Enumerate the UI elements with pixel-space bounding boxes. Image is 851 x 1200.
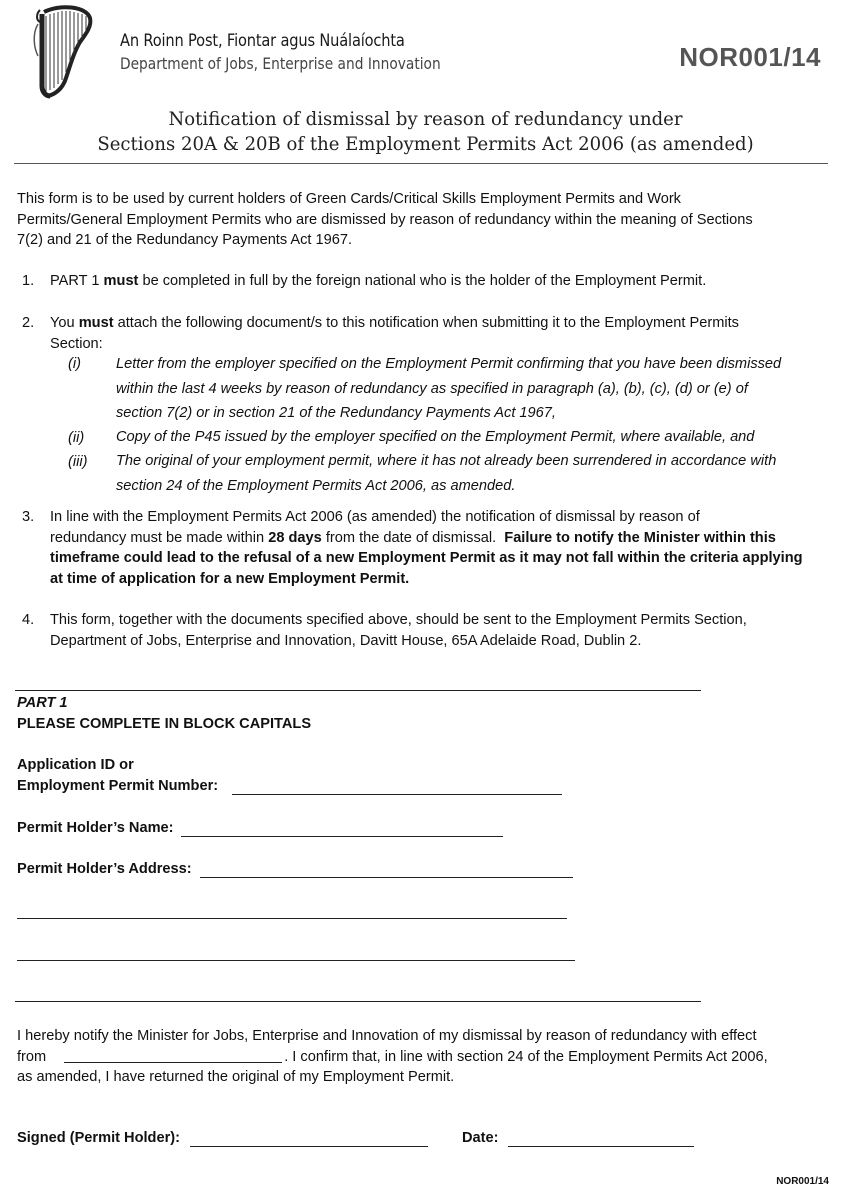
holder-address-field-2[interactable] (17, 918, 567, 919)
item-1-text-a: PART 1 (50, 273, 104, 289)
item-3-warning-c: at time of application for a new Employment Permit. (50, 571, 410, 588)
date-label: Date: (462, 1130, 499, 1146)
declaration-line-1: I hereby notify the Minister for Jobs, Enterprise and Innovation of my dismissal by reason of redundancy with effect (17, 1028, 757, 1044)
sub-item-number-ii: (ii) (68, 430, 85, 446)
sub-item-i (116, 352, 836, 426)
item-number-2: 2. (22, 315, 35, 331)
section-divider-2 (15, 1001, 701, 1002)
item-number-4: 4. (22, 612, 35, 628)
item-2-line-1 (50, 313, 835, 334)
department-name-english: Department of Jobs, Enterprise and Innovation (120, 54, 441, 73)
intro-line-3: 7(2) and 21 of the Redundancy Payments Act 1967. (17, 232, 353, 249)
item-3-line-1: In line with the Employment Permits Act 2006 (as amended) the notification of dismissal by reason of (50, 509, 700, 525)
effective-date-field[interactable] (64, 1062, 282, 1063)
intro-line-1: This form is to be used by current holders of Green Cards/Critical Skills Employment Permits and Work (17, 191, 681, 207)
item-3-warning-b: timeframe could lead to the refusal of a new Employment Permit as it may not fall within the criteria applying (50, 550, 803, 567)
spacer (46, 1060, 284, 1061)
holder-address-field-1[interactable] (200, 877, 573, 878)
permit-number-field[interactable] (232, 794, 562, 795)
declaration-line-3: as amended, I have returned the original of my Employment Permit. (17, 1069, 455, 1086)
item-2-text-b: attach the following document/s to this notification when submitting it to the Employment Permits (113, 315, 739, 331)
signature-field[interactable] (190, 1146, 428, 1147)
item-1-text-b: be completed in full by the foreign national who is the holder of the Employment Permit. (138, 273, 707, 289)
declaration-confirmation: . I confirm that, in line with section 24 of the Employment Permits Act 2006, (284, 1048, 768, 1065)
item-3-line-3 (50, 548, 835, 569)
block-capitals-instruction: PLEASE COMPLETE IN BLOCK CAPITALS (17, 716, 312, 732)
declaration-line-2 (17, 1047, 832, 1068)
form-title-line-1: Notification of dismissal by reason of redundancy under (168, 108, 683, 130)
declaration (17, 1026, 832, 1088)
item-2-line-2: Section: (50, 335, 103, 352)
intro-paragraph (17, 189, 832, 251)
item-3-warning-a: Failure to notify the Minister within this (504, 529, 776, 546)
item-3-deadline: 28 days (268, 529, 322, 546)
item-3 (50, 507, 835, 590)
part-1-heading: PART 1 (17, 695, 68, 711)
sub-item-number-iii: (iii) (68, 454, 88, 470)
holder-name-field[interactable] (181, 836, 503, 837)
item-3-text-a: redundancy must be made within (50, 529, 269, 546)
department-name-irish: An Roinn Post, Fiontar agus Nuálaíochta (120, 31, 405, 51)
signature-label: Signed (Permit Holder): (17, 1130, 180, 1146)
application-id-label: Application ID or (17, 757, 134, 773)
sub-item-ii-line-1: Copy of the P45 issued by the employer specified on the Employment Permit, where available, and (116, 429, 755, 445)
title-divider (14, 163, 828, 164)
item-number-1: 1. (22, 273, 35, 289)
holder-address-field-3[interactable] (17, 960, 575, 961)
holder-address-label: Permit Holder’s Address: (17, 861, 192, 877)
item-2-text-a: You (50, 315, 79, 331)
sub-item-i-line-3: section 7(2) or in section 21 of the Redundancy Payments Act 1967, (116, 405, 556, 421)
section-divider (15, 690, 701, 691)
sub-item-ii (116, 425, 836, 450)
item-number-3: 3. (22, 509, 35, 525)
form-title-line-2: Sections 20A & 20B of the Employment Permits Act 2006 (as amended) (97, 133, 754, 155)
item-4-line-1: This form, together with the documents specified above, should be sent to the Employment Permits Section, (50, 612, 747, 628)
item-1 (50, 271, 835, 292)
harp-logo (30, 4, 96, 100)
sub-item-i-line-1: Letter from the employer specified on the Employment Permit confirming that you have been dismissed (116, 356, 782, 372)
sub-item-iii-line-1: The original of your employment permit, where it has not already been surrendered in accordance with (116, 453, 777, 469)
sub-item-iii (116, 449, 836, 498)
item-2-emphasis: must (78, 315, 114, 331)
holder-name-label: Permit Holder’s Name: (17, 820, 174, 836)
form-code: NOR001/14 (679, 42, 821, 72)
footer-form-code: NOR001/14 (776, 1176, 829, 1187)
date-field[interactable] (508, 1146, 694, 1147)
sub-item-number-i: (i) (68, 356, 81, 372)
item-3-line-4 (50, 569, 835, 590)
item-3-line-2 (50, 528, 835, 549)
intro-line-2: Permits/General Employment Permits who are dismissed by reason of redundancy within the meaning of Sections (17, 211, 753, 228)
item-4-line-2: Department of Jobs, Enterprise and Innovation, Davitt House, 65A Adelaide Road, Dublin 2. (50, 632, 642, 649)
item-2 (50, 313, 835, 354)
item-4 (50, 610, 835, 651)
sub-item-i-line-2: within the last 4 weeks by reason of redundancy as specified in paragraph (a), (b), (c), (d) or (e) of (116, 380, 748, 397)
item-1-emphasis: must (103, 273, 139, 289)
item-3-text-b: from the date of dismissal. (321, 529, 505, 546)
sub-item-iii-line-2: section 24 of the Employment Permits Act 2006, as amended. (116, 477, 516, 494)
declaration-from-label: from (17, 1048, 47, 1065)
permit-number-label: Employment Permit Number: (17, 778, 219, 794)
